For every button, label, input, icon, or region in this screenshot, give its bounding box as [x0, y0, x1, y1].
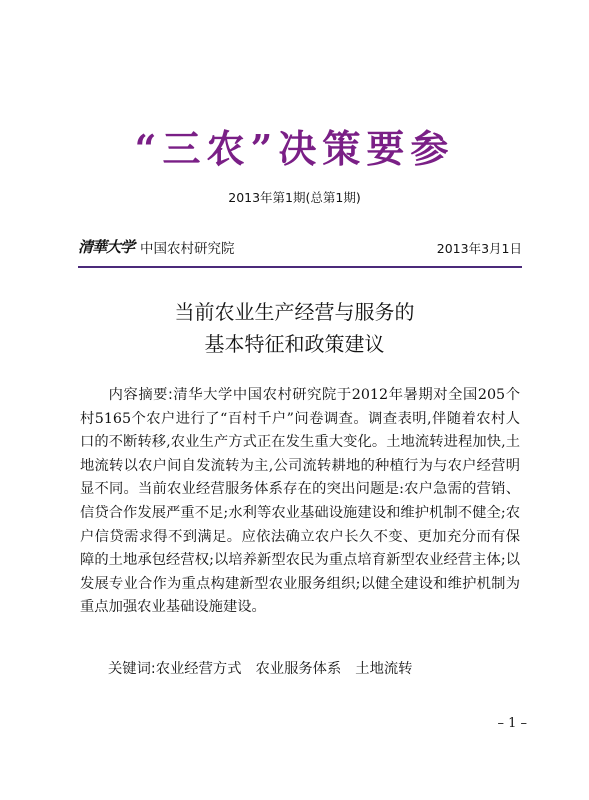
keyword-item: 农业经营方式	[155, 661, 242, 677]
header-rule	[78, 266, 522, 268]
publication-date: 2013年3月1日	[436, 241, 522, 256]
article-title	[0, 296, 589, 360]
abstract-label: 内容摘要:	[108, 387, 173, 403]
page-number: – 1 –	[497, 716, 527, 731]
title-line-1: 当前农业生产经营与服务的	[174, 300, 415, 324]
keyword-item: 农业服务体系	[255, 661, 342, 677]
keywords-label: 关键词:	[108, 661, 156, 677]
issue-number: 2013年第1期(总第1期)	[228, 190, 361, 205]
title-line-2: 基本特征和政策建议	[204, 332, 385, 356]
abstract-text: 清华大学中国农村研究院于2012年暑期对全国205个村5165个农户进行了“百村千户”问卷调查。调查表明,伴随着农村人口的不断转移,农业生产方式正在发生重大变化。土地流转进程加快,土地流转以农户间自发流转为主,公司流转耕地的种植行为与农户经营明显不同。当前农业经营服务体系存在的突出问题是:农户急需的营销、信贷合作发展严重不足;水利等农业基础设施建设和维护机制不健全;农户信贷需求得不到满足。应依法确立农户长久不变、更加充分而有保障的土地承包经营权;以培养新型农民为重点培育新型农业经营主体;以发展专业合作为重点构建新型农业服务组织;以健全建设和维护机制为重点加强农业基础设施建设。	[80, 387, 520, 616]
keywords	[108, 658, 528, 681]
institute-name: 中国农村研究院	[140, 241, 235, 257]
abstract	[80, 384, 520, 620]
masthead-title: “三农”决策要参	[134, 126, 455, 171]
keyword-item: 土地流转	[355, 661, 413, 677]
header-row	[78, 234, 522, 258]
university-logo-text: 清華大学	[78, 238, 135, 256]
